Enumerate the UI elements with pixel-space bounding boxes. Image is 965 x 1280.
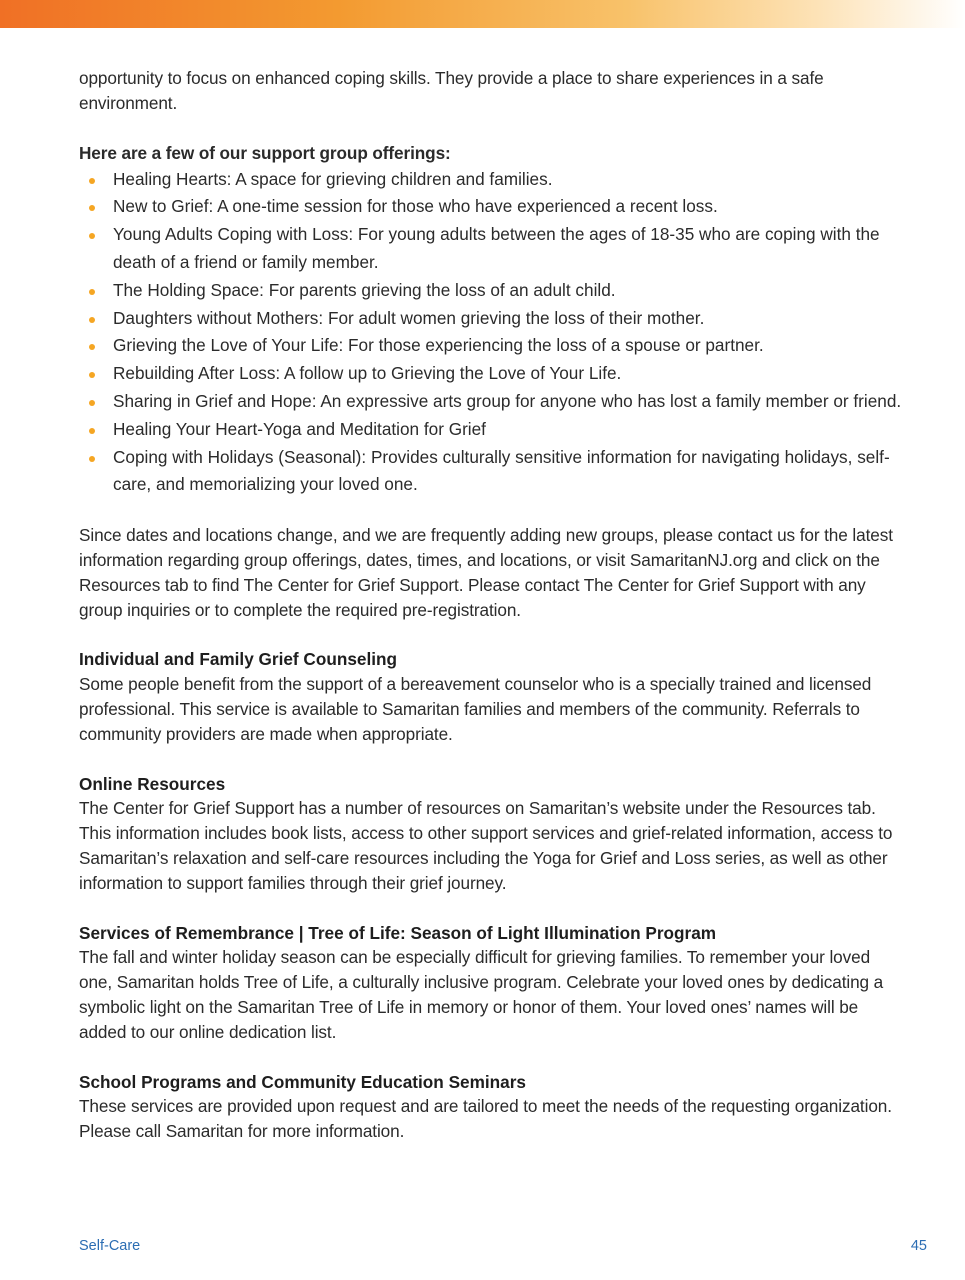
section-body: These services are provided upon request and are tailored to meet the needs of the requesting organization. Please call Samaritan for more information. <box>79 1096 892 1142</box>
section-body: The Center for Grief Support has a number of resources on Samaritan’s website under the Resources tab. This information includes book lists, access to other support services and grief-related information, access to Samaritan’s relaxation and self-care resources including the Yoga for Grief and Loss series, as well as other information to support families through their grief journey. <box>79 798 893 893</box>
section-online-resources <box>79 772 899 896</box>
section-title: Individual and Family Grief Counseling <box>79 649 398 670</box>
section-body: Some people benefit from the support of a bereavement counselor who is a specially trained and licensed professional. This service is available to Samaritan families and members of the community. Referrals to community providers are made when appropriate. <box>79 674 872 744</box>
bullet-icon <box>89 372 95 378</box>
footer-section-name: Self-Care <box>79 1238 141 1254</box>
intro-paragraph: opportunity to focus on enhanced coping skills. They provide a place to share experiences in a safe environment. <box>79 68 824 113</box>
bullet-icon <box>89 456 95 462</box>
offerings-list <box>79 166 903 500</box>
section-body: The fall and winter holiday season can be especially difficult for grieving families. To remember your loved one, Samaritan holds Tree of Life, a culturally inclusive program. Celebrate your loved ones by dedicating a symbolic light on the Samaritan Tree of Life in memory or honor of them. Your loved ones’ names will be added to our online dedication list. <box>79 947 884 1042</box>
header-gradient-bar <box>0 0 965 28</box>
list-item: Daughters without Mothers: For adult women grieving the loss of their mother. <box>113 305 903 333</box>
bullet-icon <box>89 317 95 323</box>
bullet-icon <box>89 344 95 350</box>
list-item: Young Adults Coping with Loss: For young adults between the ages of 18-35 who are coping with the death of a friend or family member. <box>113 221 903 277</box>
list-item: The Holding Space: For parents grieving the loss of an adult child. <box>113 277 903 305</box>
bullet-icon <box>89 428 95 434</box>
bullet-icon <box>89 400 95 406</box>
bullet-icon <box>89 289 95 295</box>
list-item: Rebuilding After Loss: A follow up to Grieving the Love of Your Life. <box>113 360 903 388</box>
section-remembrance <box>79 921 899 1045</box>
list-item: Sharing in Grief and Hope: An expressive arts group for anyone who has lost a family member or friend. <box>113 388 903 416</box>
contact-paragraph: Since dates and locations change, and we are frequently adding new groups, please contact us for the latest information regarding group offerings, dates, times, and locations, or visit SamaritanNJ.org and click on the Resources tab to find The Center for Grief Support. Please contact The Center for Grief Support with any group inquiries or to complete the required pre-registration. <box>79 525 893 620</box>
section-school-programs <box>79 1070 899 1144</box>
section-title: Online Resources <box>79 773 226 794</box>
bullet-icon <box>89 205 95 211</box>
bullet-icon <box>89 178 95 184</box>
list-item: Healing Your Heart-Yoga and Meditation for Grief <box>113 416 903 444</box>
section-grief-counseling <box>79 647 899 746</box>
list-item: Healing Hearts: A space for grieving children and families. <box>113 166 903 194</box>
list-item: Coping with Holidays (Seasonal): Provides culturally sensitive information for navigating holidays, self-care, and memorializing your loved one. <box>113 444 903 500</box>
list-item: Grieving the Love of Your Life: For those experiencing the loss of a spouse or partner. <box>113 332 903 360</box>
section-title: School Programs and Community Education Seminars <box>79 1071 526 1092</box>
list-item: New to Grief: A one-time session for those who have experienced a recent loss. <box>113 193 903 221</box>
offerings-heading: Here are a few of our support group offerings: <box>79 142 451 163</box>
bullet-icon <box>89 233 95 239</box>
page-number: 45 <box>910 1238 927 1254</box>
section-title: Services of Remembrance | Tree of Life: Season of Light Illumination Program <box>79 922 717 943</box>
page-content <box>79 66 902 1144</box>
